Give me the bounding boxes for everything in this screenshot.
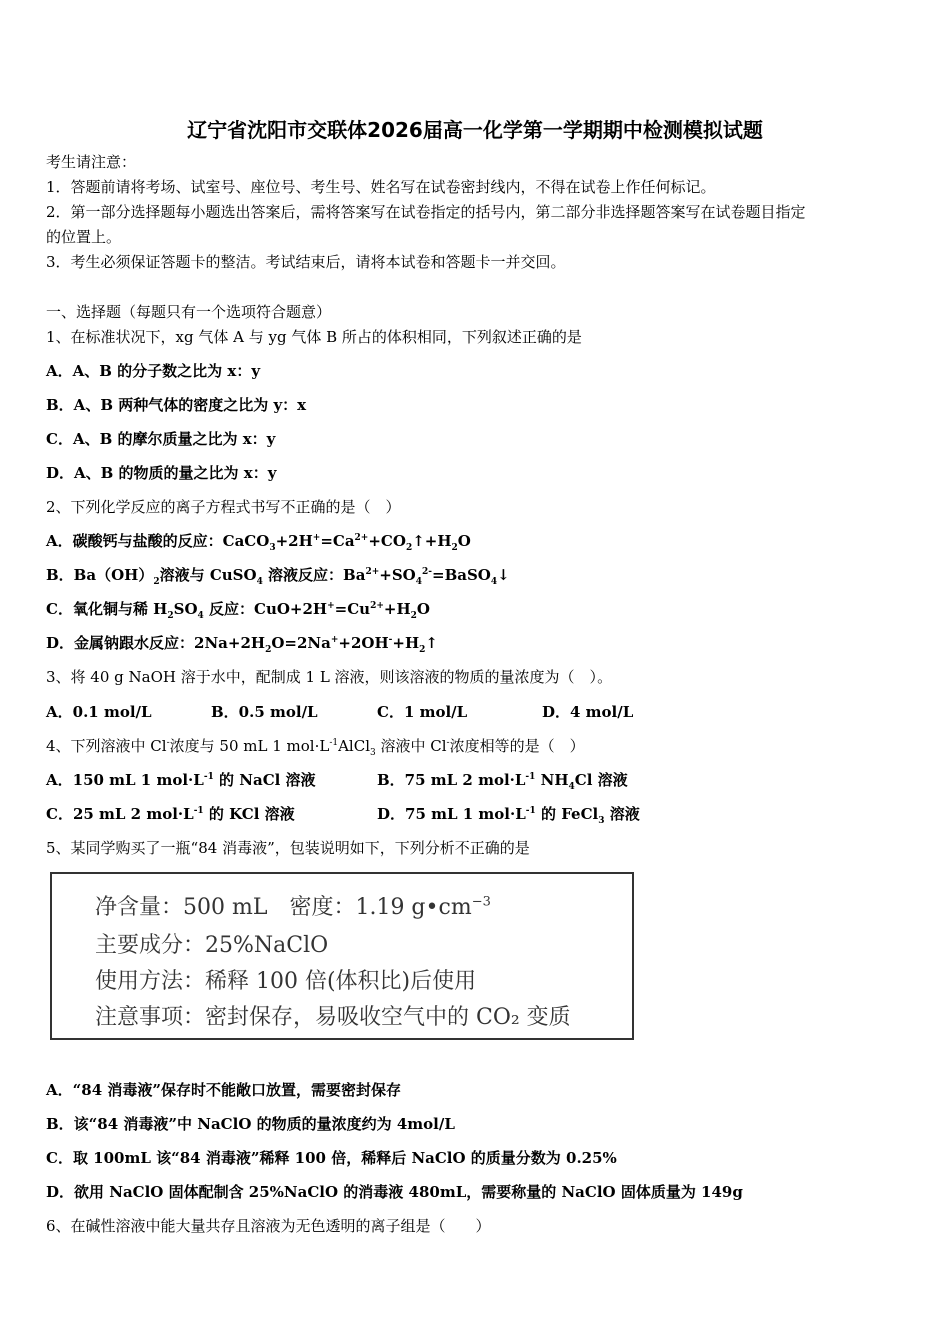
q1-option-b: B．A、B 两种气体的密度之比为 y：x bbox=[46, 396, 307, 414]
label-line-1: 净含量：500 mL 密度：1.19 $g•cm^{-3}$ bbox=[95, 894, 491, 920]
q5-option-c: C．取 100mL 该“84 消毒液”稀释 100 倍，稀释后 NaClO 的质量分数为 0.25% bbox=[46, 1149, 617, 1167]
q1-stem: 1、在标准状况下，xg 气体 A 与 yg 气体 B 所占的体积相同，下列叙述正确的是 bbox=[46, 328, 582, 346]
q5-option-b: B．该“84 消毒液”中 NaClO 的物质的量浓度约为 4mol/L bbox=[46, 1115, 455, 1133]
q6-stem: 6、在碱性溶液中能大量共存且溶液为无色透明的离子组是（ ） bbox=[46, 1217, 491, 1235]
q3-option-a: A．0.1 mol/L bbox=[46, 703, 152, 721]
notice-heading: 考生请注意： bbox=[46, 153, 137, 171]
product-label-image bbox=[50, 872, 634, 1040]
q2-option-b: B．$Ba(OH)_2$溶液与 CuSO$_4$ 溶液反应：$Ba^{2+}+SO_4^{2-}=BaSO_4↓$ bbox=[46, 566, 510, 587]
notice-item-2b: 的位置上。 bbox=[46, 228, 122, 246]
q1-option-d: D．A、B 的物质的量之比为 x：y bbox=[46, 464, 277, 482]
label-line-3: 使用方法：稀释 100 倍(体积比)后使用 bbox=[95, 969, 477, 994]
page-title: 辽宁省沈阳市交联体2026届高一化学第一学期期中检测模拟试题 bbox=[187, 118, 763, 142]
q1-option-c: C．A、B 的摩尔质量之比为 x：y bbox=[46, 430, 276, 448]
q1-option-a: A．A、B 的分子数之比为 x：y bbox=[46, 362, 261, 380]
section-heading: 一、选择题（每题只有一个选项符合题意） bbox=[46, 303, 332, 321]
q3-stem: 3、将 40 g NaOH 溶于水中，配制成 1 L 溶液，则该溶液的物质的量浓度为（ ）。 bbox=[46, 668, 613, 686]
label-line-2: 主要成分：25%NaClO bbox=[95, 933, 329, 958]
q4-option-d: D．75 mL 1 $mol\cdot L^{-1}$ 的 FeCl$_3$ 溶液 bbox=[377, 805, 640, 826]
notice-item-2a: 2．第一部分选择题每小题选出答案后，需将答案写在试卷指定的括号内，第二部分非选择题答案写在试卷题目指定 bbox=[46, 203, 806, 221]
q2-option-d: D．金属钠跟水反应：$2Na+2H_2O=2Na^++2OH^-+H_2↑$ bbox=[46, 634, 438, 655]
notice-item-3: 3．考生必须保证答题卡的整洁。考试结束后，请将本试卷和答题卡一并交回。 bbox=[46, 253, 566, 271]
q2-option-c: C．氧化铜与稀 $H_2SO_4$ 反应：$CuO+2H^+=Cu^{2+}+H_2O$ bbox=[46, 600, 430, 621]
q4-option-c: C．25 mL 2 $mol\cdot L^{-1}$ 的 KCl 溶液 bbox=[46, 805, 295, 823]
q2-option-a: A．碳酸钙与盐酸的反应：$CaCO_3+2H^+=Ca^{2+}+CO_2↑+H_2O$ bbox=[46, 532, 471, 553]
q4-option-b: B．75 mL 2 $mol\cdot L^{-1}$ $NH_4Cl$ 溶液 bbox=[377, 771, 628, 792]
q5-stem: 5、某同学购买了一瓶“84 消毒液”，包装说明如下，下列分析不正确的是 bbox=[46, 839, 530, 857]
q4-option-a: A．150 mL 1 $mol\cdot L^{-1}$ 的 NaCl 溶液 bbox=[46, 771, 316, 789]
notice-item-1: 1．答题前请将考场、试室号、座位号、考生号、姓名写在试卷密封线内，不得在试卷上作任何标记。 bbox=[46, 178, 716, 196]
q4-stem: 4、下列溶液中 Cl-浓度与 50 mL 1 $mol\cdot L^{-1}AlCl_3$ 溶液中 Cl-浓度相等的是（ ） bbox=[46, 737, 585, 758]
q3-option-c: C．1 mol/L bbox=[377, 703, 468, 721]
q3-option-b: B．0.5 mol/L bbox=[211, 703, 318, 721]
q2-stem: 2、下列化学反应的离子方程式书写不正确的是（ ） bbox=[46, 498, 401, 516]
q5-option-a: A．“84 消毒液”保存时不能敞口放置，需要密封保存 bbox=[46, 1081, 401, 1099]
q5-option-d: D．欲用 NaClO 固体配制含 25%NaClO 的消毒液 480mL，需要称量的 NaClO 固体质量为 149g bbox=[46, 1183, 743, 1201]
label-line-4: 注意事项：密封保存，易吸收空气中的 CO₂ 变质 bbox=[95, 1005, 571, 1030]
q3-option-d: D．4 mol/L bbox=[542, 703, 634, 721]
